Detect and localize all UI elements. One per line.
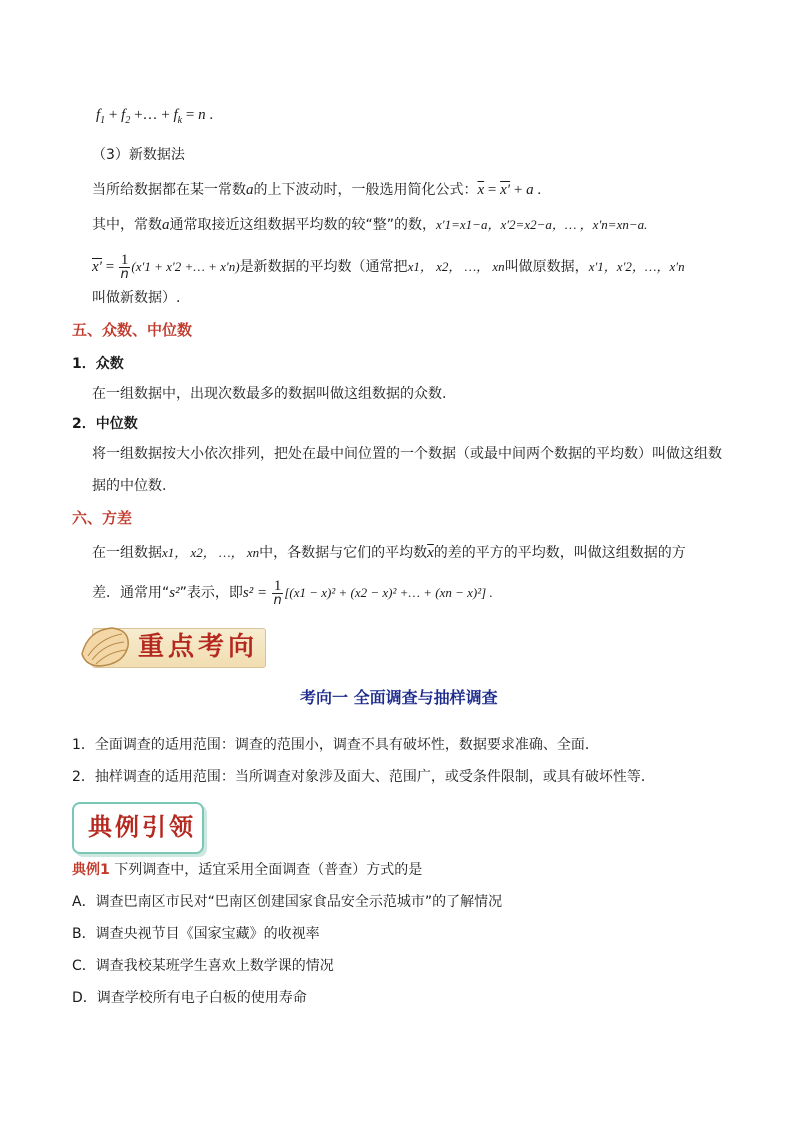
- simplify-text: 当所给数据都在某一常数a的上下波动时，一般选用简化公式：$\overline{x} = x' + a$ .: [92, 182, 542, 198]
- banner-example-text: 典例引领: [88, 812, 196, 841]
- example-1-question: 典例1 下列调查中，适宜采用全面调查（普查）方式的是: [72, 862, 423, 878]
- option-d: D．调查学校所有电子白板的使用寿命: [72, 990, 307, 1006]
- option-c: C．调查我校某班学生喜欢上数学课的情况: [72, 958, 334, 974]
- section-6-title: 六、方差: [72, 509, 133, 527]
- variance-body-1: 在一组数据x1， x2， …， xn中，各数据与它们的平均数$\overline{x}$的差的平方的平均数，叫做这组数据的方: [92, 545, 686, 561]
- point-2: 2．抽样调查的适用范围：当所调查对象涉及面大、范围广，或受条件限制，或具有破坏性等．: [72, 769, 655, 785]
- median-body-2: 据的中位数.: [92, 478, 167, 494]
- new-mean-formula: x′ = $\frac{1}{n}$ (x′1 + x′2 +… + x′n)是新数据的平均数（通常把x1， x2， …， xn叫做原数据，x′1，x′2，…，x′n: [92, 251, 685, 282]
- shell-icon: [78, 624, 132, 670]
- median-title: 2．中位数: [72, 416, 138, 432]
- point-1: 1．全面调查的适用范围：调查的范围小，调查不具有破坏性，数据要求准确、全面．: [72, 737, 599, 753]
- option-a: A．调查巴南区市民对“巴南区创建国家食品安全示范城市”的了解情况: [72, 894, 503, 910]
- banner-key-text: 重点考向: [138, 632, 259, 662]
- method3-label: （3）新数据法: [92, 147, 185, 163]
- key-directions-banner: [78, 624, 266, 670]
- where-text: 其中，常数a通常取接近这组数据平均数的较“整”的数，x′1=x1−a，x′2=x2−a，… ，x′n=xn−a.: [92, 217, 648, 233]
- mode-body: 在一组数据中，出现次数最多的数据叫做这组数据的众数.: [92, 386, 447, 402]
- example-1-label: 典例1: [72, 862, 110, 878]
- mode-title: 1．众数: [72, 356, 124, 372]
- topic-1-title: 考向一 全面调查与抽样调查: [300, 688, 498, 707]
- formula-frequency-sum: $f_1 + f_2$ +… + $f_k = n$ .: [96, 107, 214, 126]
- variance-body-2: 差．通常用“s²”表示，即s² = $\frac{1}{n}$ [(x1 − x)² + (x2 − x)² +… + (xn − x)²] .: [92, 577, 493, 608]
- median-body-1: 将一组数据按大小依次排列，把处在最中间位置的一个数据（或最中间两个数据的平均数）叫做这组数: [92, 446, 722, 462]
- new-mean-tail: 叫做新数据）.: [92, 290, 181, 306]
- section-5-title: 五、众数、中位数: [72, 321, 193, 339]
- option-b: B．调查央视节目《国家宝藏》的收视率: [72, 926, 320, 942]
- examples-banner: [72, 802, 204, 854]
